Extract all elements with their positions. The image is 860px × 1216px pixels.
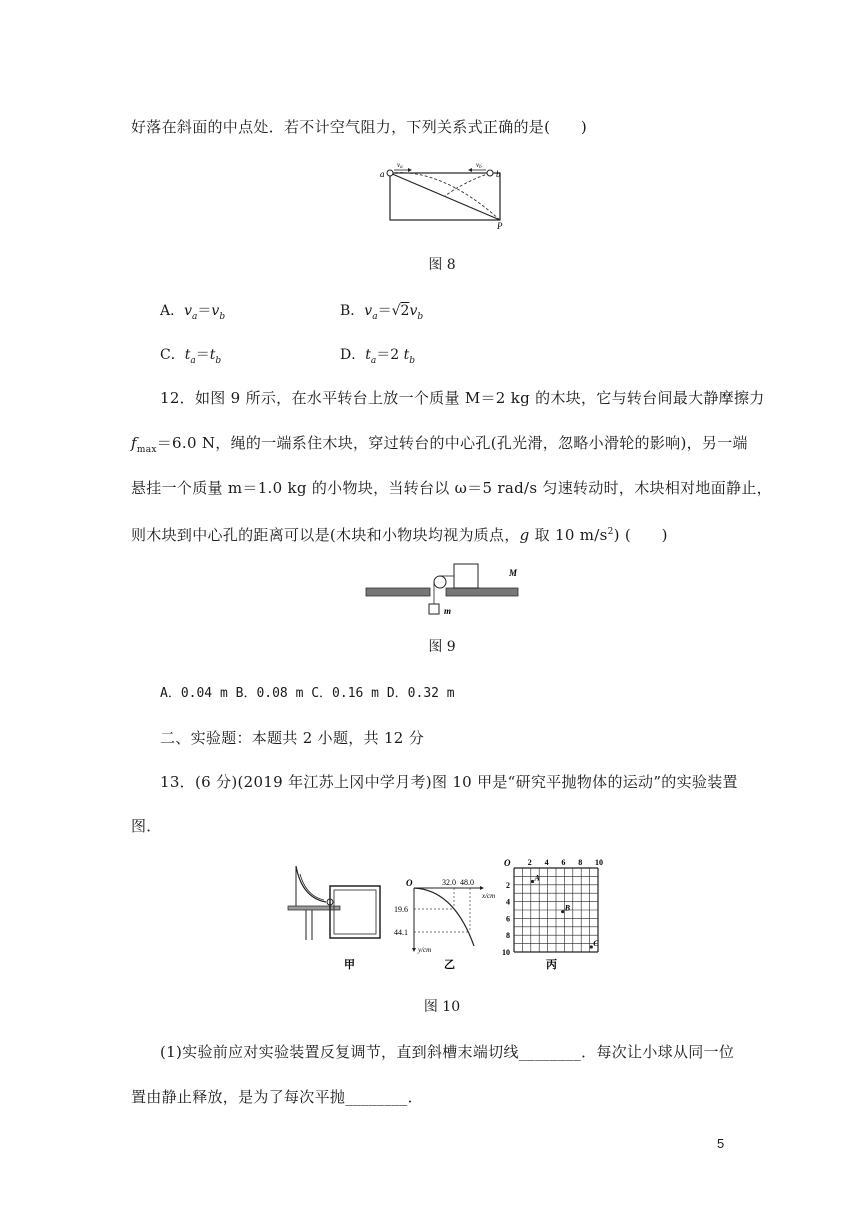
yi-xtick-1: 32.0: [442, 878, 456, 887]
q13-line-1: 13．(6 分)(2019 年江苏上冈中学月考)图 10 甲是“研究平抛物体的运动”的实验装置: [160, 773, 738, 791]
label-a: a: [380, 169, 385, 179]
bing-xtick: 2: [527, 858, 532, 867]
label-p: P: [497, 221, 503, 230]
bing-xtick: 6: [561, 858, 566, 867]
label-M: M: [509, 568, 518, 578]
bing-ytick: 8: [506, 931, 510, 941]
q12-line-4: 则木块到中心孔的距离可以是(木块和小物块均视为质点，g 取 10 $m/s^2$) ( ): [131, 526, 668, 544]
q11-option-a: A．$v_a=v_b$: [160, 303, 226, 322]
yi-x-arrow: [480, 886, 484, 890]
arrow-vb-head: [468, 168, 472, 172]
yi-y-arrow: [412, 948, 416, 952]
arrow-va-head: [408, 168, 412, 172]
bing-xtick: 4: [544, 858, 549, 867]
panel-label-bing: 丙: [546, 959, 557, 971]
q13-sub1-line-2: 置由静止释放，是为了每次平抛________．: [131, 1088, 423, 1106]
graph-bing: [502, 858, 603, 957]
bing-point-label: B: [564, 903, 571, 913]
figure-8-caption: 图 8: [428, 257, 456, 273]
label-m: m: [444, 606, 452, 616]
bing-ytick: 10: [502, 948, 510, 957]
figure-10-caption: 图 10: [423, 999, 461, 1015]
block-M: [454, 564, 478, 588]
bing-origin: O: [504, 858, 511, 868]
apparatus-jia: [288, 866, 380, 940]
turntable-left: [366, 588, 430, 596]
sqrt-symbol: √: [391, 303, 401, 319]
board-inner: [334, 890, 376, 934]
q11-option-b: B．$v_a=√2v_b$: [340, 303, 424, 322]
figure-9: [362, 558, 532, 620]
q12-line-3: 悬挂一个质量 m＝1.0 kg 的小物块，当转台以 ω＝5 rad/s 匀速转动时，木块相对地面静止，: [131, 479, 772, 497]
figure-9-caption: 图 9: [428, 639, 456, 655]
bing-xtick: 10: [595, 858, 603, 867]
figure-8: [372, 158, 512, 230]
yi-ylabel: y/cm: [418, 946, 432, 954]
incline-line: [390, 173, 500, 220]
yi-xtick-2: 48.0: [460, 878, 474, 887]
q12-options: A．0.04 m B．0.08 m C．0.16 m D．0.32 m: [160, 686, 455, 701]
label-b: b: [496, 169, 501, 179]
page-number: 5: [717, 1136, 725, 1151]
bing-point-label: C: [593, 938, 599, 948]
bing-xtick: 8: [578, 858, 583, 867]
panel-label-yi: 乙: [444, 959, 455, 971]
q11-option-c: C．$t_a=t_b$: [160, 347, 222, 366]
bing-ytick: 6: [506, 914, 510, 924]
label-vb: vb: [476, 161, 482, 170]
figure-10: [284, 856, 618, 976]
bing-point-label: A: [534, 873, 540, 883]
label-va: va: [397, 161, 403, 170]
yi-ytick-2: 44.1: [394, 928, 408, 937]
q12-line-1: 12．如图 9 所示，在水平转台上放一个质量 M＝2 kg 的木块，它与转台间最大静摩擦力: [160, 389, 765, 407]
yi-trajectory: [414, 888, 474, 946]
q11-stem: 好落在斜面的中点处．若不计空气阻力，下列关系式正确的是( ): [131, 118, 588, 136]
block-m: [429, 604, 439, 614]
platform: [288, 906, 340, 910]
bing-ytick: 4: [506, 897, 510, 907]
section-2-heading: 二、实验题：本题共 2 小题，共 12 分: [160, 729, 425, 747]
board-outer: [330, 886, 380, 938]
yi-xlabel: x/cm: [482, 892, 496, 900]
turntable-right: [446, 588, 518, 596]
bing-ytick: 2: [506, 880, 510, 890]
panel-label-jia: 甲: [344, 959, 355, 971]
yi-ytick-1: 19.6: [394, 905, 408, 914]
trajectory-b: [445, 173, 490, 196]
ball-b: [487, 170, 493, 176]
graph-yi: [394, 878, 495, 954]
q13-line-2: 图．: [131, 817, 162, 835]
chute-curve: [296, 866, 326, 902]
pulley: [434, 576, 446, 588]
yi-origin: O: [406, 878, 413, 888]
q13-sub1-line-1: (1)实验前应对实验装置反复调节，直到斜槽末端切线________．每次让小球从同一位: [160, 1043, 735, 1061]
q12-line-2: $f_{max}=6.0$ N，绳的一端系住木块，穿过转台的中心孔(孔光滑，忽略小滑轮的影响)，另一端: [131, 434, 748, 455]
ball-a: [387, 170, 393, 176]
q11-option-d: D．$t_a=2$ $t_b$: [340, 347, 416, 366]
